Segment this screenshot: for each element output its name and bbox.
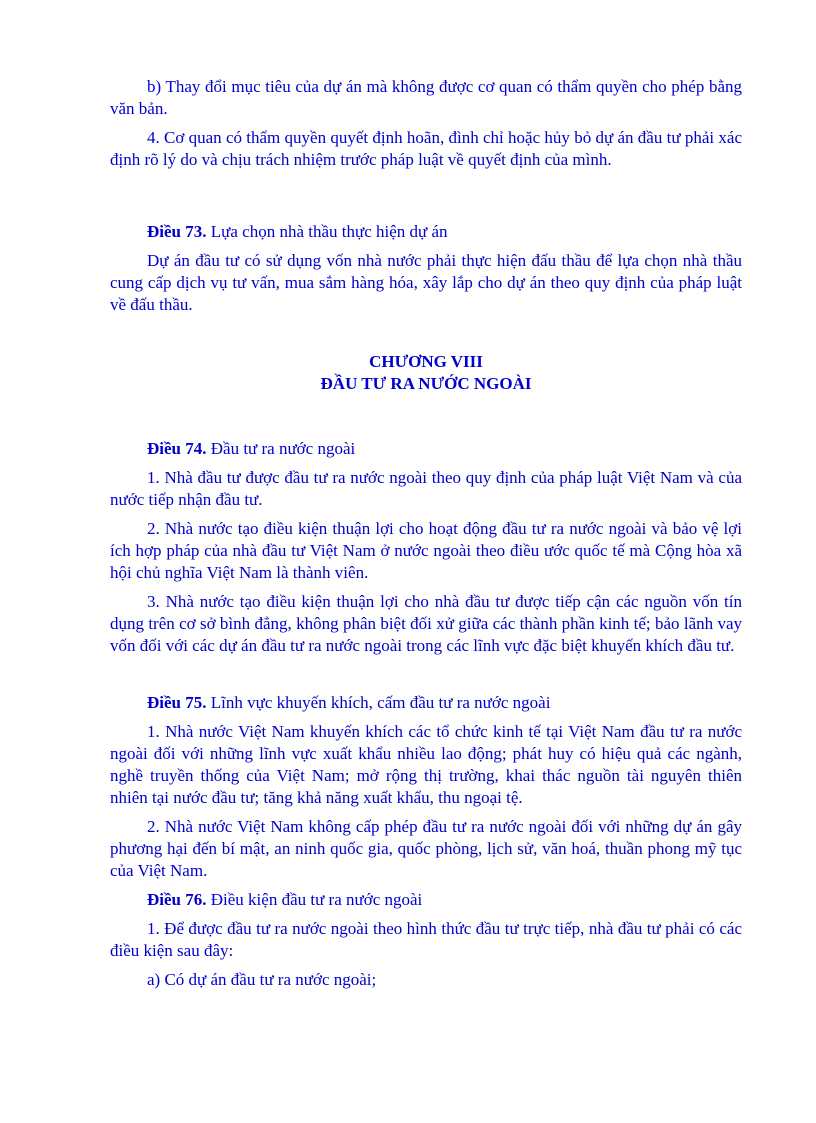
- chapter-title: ĐẦU TƯ RA NƯỚC NGOÀI: [320, 374, 532, 393]
- article-73-number: Điều 73.: [147, 222, 207, 241]
- article-74-clause-2: 2. Nhà nước tạo điều kiện thuận lợi cho hoạt động đầu tư ra nước ngoài và bảo vệ lợi ích hợp pháp của nhà đầu tư Việt Nam ở nước ngoài theo điều ước quốc tế mà Cộng hòa xã hội chủ nghĩa Việt Nam là thành viên.: [110, 519, 742, 582]
- article-73-paragraph: Dự án đầu tư có sử dụng vốn nhà nước phải thực hiện đấu thầu để lựa chọn nhà thầu cung cấp dịch vụ tư vấn, mua sắm hàng hóa, xây lắp cho dự án theo quy định của pháp luật về đấu thầu.: [110, 251, 742, 314]
- paragraph-b: b) Thay đổi mục tiêu của dự án mà không được cơ quan có thẩm quyền cho phép bằng văn bản.: [110, 77, 742, 118]
- article-76-item-a: a) Có dự án đầu tư ra nước ngoài;: [147, 970, 377, 989]
- document-page: [110, 76, 742, 998]
- article-74-clause-1: 1. Nhà đầu tư được đầu tư ra nước ngoài theo quy định của pháp luật Việt Nam và của nước tiếp nhận đầu tư.: [110, 468, 742, 509]
- article-76-title: Điều kiện đầu tư ra nước ngoài: [210, 890, 423, 909]
- article-75-clause-1: 1. Nhà nước Việt Nam khuyến khích các tổ chức kinh tế tại Việt Nam đầu tư ra nước ngoài đối với những lĩnh vực xuất khẩu nhiều lao động; phát huy có hiệu quả các ngành, nghề truyền thống của Việt Nam; mở rộng thị trường, khai thác nguồn tài nguyên thiên nhiên tại nước đầu tư; tăng khả năng xuất khẩu, thu ngoại tệ.: [110, 722, 742, 807]
- paragraph-4: 4. Cơ quan có thẩm quyền quyết định hoãn, đình chỉ hoặc hủy bỏ dự án đầu tư phải xác định rõ lý do và chịu trách nhiệm trước pháp luật về quyết định của mình.: [110, 128, 742, 169]
- article-74-heading: [110, 438, 742, 460]
- article-75-number: Điều 75.: [147, 693, 207, 712]
- article-75-heading: [110, 692, 742, 714]
- article-76-number: Điều 76.: [147, 890, 207, 909]
- article-76-clause-1: 1. Để được đầu tư ra nước ngoài theo hình thức đầu tư trực tiếp, nhà đầu tư phải có các điều kiện sau đây:: [110, 919, 742, 960]
- article-76-heading: [110, 889, 742, 911]
- chapter-number: CHƯƠNG VIII: [369, 352, 483, 371]
- article-75-clause-2: 2. Nhà nước Việt Nam không cấp phép đầu tư ra nước ngoài đối với những dự án gây phương hại đến bí mật, an ninh quốc gia, quốc phòng, lịch sử, văn hoá, thuần phong mỹ tục của Việt Nam.: [110, 817, 742, 880]
- article-74-clause-3: 3. Nhà nước tạo điều kiện thuận lợi cho nhà đầu tư được tiếp cận các nguồn vốn tín dụng trên cơ sở bình đẳng, không phân biệt đối xử giữa các thành phần kinh tế; bảo lãnh vay vốn đối với các dự án đầu tư ra nước ngoài trong các lĩnh vực đặc biệt khuyến khích đầu tư.: [110, 592, 742, 655]
- article-74-number: Điều 74.: [147, 439, 207, 458]
- article-73-heading: [110, 221, 742, 243]
- article-73-title: Lựa chọn nhà thầu thực hiện dự án: [210, 222, 448, 241]
- article-74-title: Đầu tư ra nước ngoài: [210, 439, 356, 458]
- article-75-title: Lĩnh vực khuyến khích, cấm đầu tư ra nước ngoài: [210, 693, 551, 712]
